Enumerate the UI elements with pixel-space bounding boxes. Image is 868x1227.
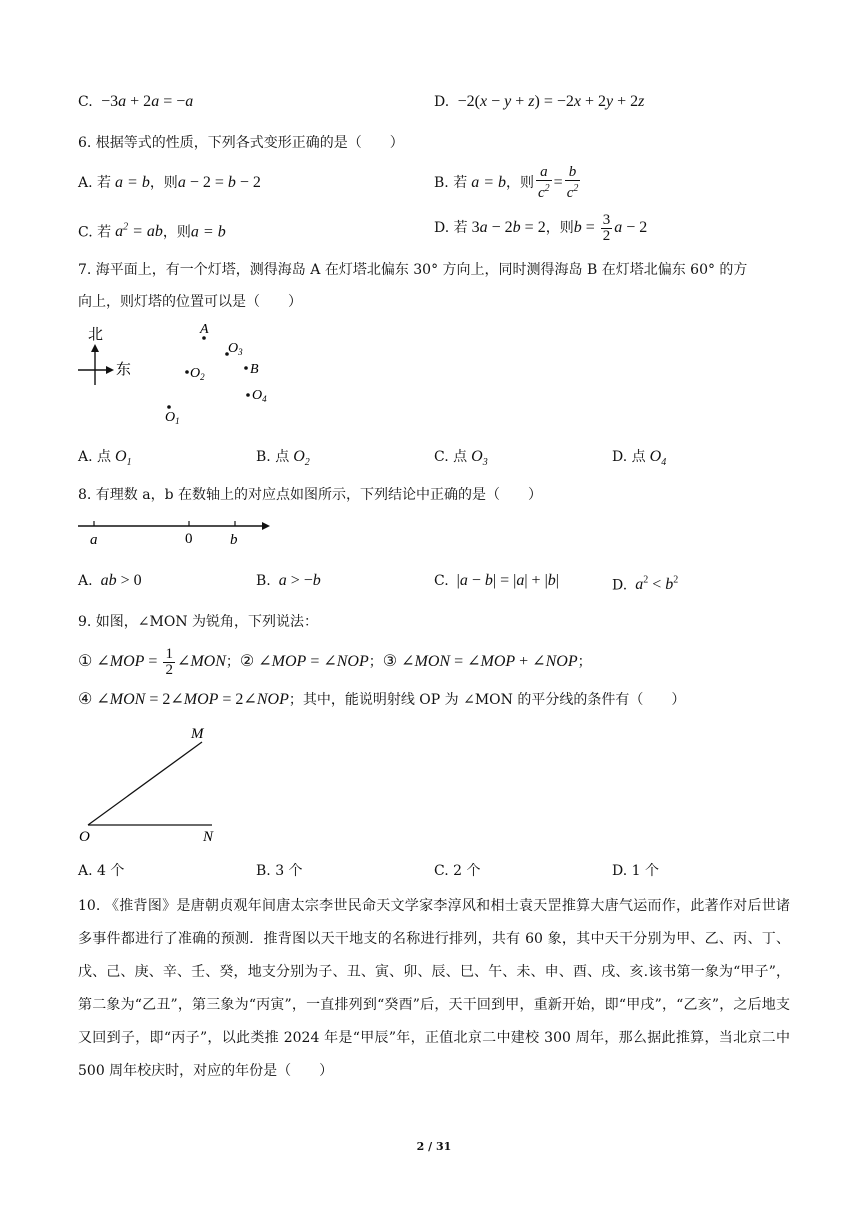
q8-option-c <box>434 571 559 591</box>
q6-b-frac-left: $\frac{a}{c^2}$ <box>538 164 550 201</box>
q8-b-label: B. <box>256 573 271 589</box>
q6-b-then: ，则 <box>506 175 534 191</box>
point-o2-label: $O_2$ <box>190 366 205 382</box>
q7-a-point: $O_1$ <box>111 448 132 469</box>
q9-sep1: ； <box>225 654 240 670</box>
q9-figure <box>72 722 232 846</box>
q5-option-d-label: D. <box>434 94 450 110</box>
point-o4-label: $O_4$ <box>252 388 267 404</box>
q5-option-c-label: C. <box>78 94 93 110</box>
label-n: N <box>203 829 214 845</box>
q6-a-then: ，则 <box>149 175 178 191</box>
q9-stem: 9. 如图，∠MON 为锐角，下列说法： <box>78 614 319 630</box>
q9-cond1-frac: $\frac{1}{2}$ <box>165 645 173 678</box>
label-m: M <box>191 726 204 742</box>
q7-d-point: $O_4$ <box>645 448 667 469</box>
point-o1 <box>167 405 171 409</box>
q7-stem-line2: 向上，则灯塔的位置可以是（ ） <box>78 294 302 310</box>
q6-b-eq: = <box>553 174 563 191</box>
q6-option-b <box>434 163 582 203</box>
q8-option-a <box>78 571 142 591</box>
q6-c-then: ，则 <box>162 224 191 241</box>
point-a-label: A <box>200 322 209 337</box>
q8-stem: 8. 有理数 a，b 在数轴上的对应点如图所示，下列结论中正确的是（ ） <box>78 487 543 503</box>
q6-d-result-rest: a − 2 <box>614 219 648 236</box>
q7-option-c <box>434 447 488 473</box>
q8-c-expr: |a − b| = |a| + |b| <box>448 572 559 589</box>
q9-cond1-rest: ∠MON <box>176 653 226 670</box>
label-zero: 0 <box>185 531 193 547</box>
q9-cond4: ④ ∠MON = 2∠MOP = 2∠NOP <box>78 691 289 708</box>
q6-b-label: B. 若 <box>434 175 468 191</box>
q7-b-point: $O_2$ <box>289 448 310 469</box>
q7-a-label: A. 点 <box>78 449 112 465</box>
q6-d-then: ，则 <box>545 220 574 236</box>
q6-a-result-end: − 2 <box>235 174 261 191</box>
q7-b-label: B. 点 <box>256 449 290 465</box>
compass-north-label: 北 <box>88 327 104 343</box>
q6-c-label: C. 若 <box>78 224 112 241</box>
point-b <box>244 366 248 370</box>
q7-option-d <box>612 447 666 473</box>
q9-sep2: ； <box>368 654 383 670</box>
q9-cond1: ① ∠MOP = <box>78 653 162 670</box>
q7-option-b <box>256 447 310 473</box>
q6-a-result-rest: − 2 = <box>185 174 228 191</box>
q8-c-label: C. <box>434 573 449 589</box>
q6-b-frac-right: $\frac{b}{c^2}$ <box>566 164 579 201</box>
compass-north-arrow <box>91 344 99 352</box>
q9-cond2: ② ∠MOP = ∠NOP <box>239 653 369 670</box>
q8-d-expr: $a^2 < b^2$ <box>635 575 679 594</box>
q6-d-cond: 3a − 2b = 2 <box>467 219 546 236</box>
q10-text: 10. 《推背图》是唐朝贞观年间唐太宗李世民命天文学家李淳风和相士袁天罡推算大唐气运而作，此著作对后世诸多事件都进行了准确的预测．推背图以天干地支的名称进行排列，共有 60 象，其中天干分别为甲、乙、丙、丁、戊、己、庚、辛、壬、癸，地支分别为子、丑、寅、卯、辰、巳、午、未、申、酉、戌、亥.该书第一象为“甲子”，第二象为“乙丑”，第三象为“丙寅”，一直排列到“癸酉”后，天干回到甲，重新开始，即“甲戌”，“乙亥”，之后地支又回到子，即“丙子”，以此类推 2024 年是“甲辰”年，正值北京二中建校 300 周年，那么据此推算，当北京二中 500 周年校庆时，对应的年份是（ ） <box>78 898 790 1079</box>
q6-d-eq: = <box>581 219 599 236</box>
q6-a-result: a <box>177 174 186 191</box>
page-number: 2 / 31 <box>416 1140 452 1153</box>
q9-option-d: D. 1 个 <box>612 863 659 879</box>
q8-option-d <box>612 571 678 595</box>
q8-b-expr: a > −b <box>278 572 321 589</box>
label-b: b <box>230 532 238 547</box>
q8-number-line <box>76 515 276 547</box>
q7-stem-line1: 7. 海平面上，有一个灯塔，测得海岛 A 在灯塔北偏东 30° 方向上，同时测得海岛 B 在灯塔北偏东 60° 的方 <box>78 262 748 278</box>
q5-option-d <box>434 92 644 112</box>
q6-option-a <box>78 173 261 193</box>
q6-option-d <box>434 208 647 248</box>
q7-c-point: $O_3$ <box>467 448 488 469</box>
q8-d-label: D. <box>612 577 628 594</box>
label-o: O <box>79 829 90 845</box>
q7-option-a <box>78 447 132 473</box>
q5-option-c <box>78 92 193 112</box>
q6-d-result-b: b <box>573 219 582 236</box>
q9-option-c: C. 2 个 <box>434 863 481 879</box>
q9-conditions-line2 <box>78 690 685 710</box>
q6-b-cond: a = b <box>467 174 506 191</box>
q6-c-result: a = b <box>190 223 226 241</box>
compass-east-arrow <box>106 366 114 374</box>
q9-conditions-line1 <box>78 642 592 682</box>
point-b-label: B <box>250 362 259 377</box>
q7-d-label: D. 点 <box>612 449 646 465</box>
compass-east-label: 东 <box>116 362 132 378</box>
q6-d-label: D. 若 <box>434 220 468 236</box>
q6-a-result-b: b <box>227 174 236 191</box>
q7-figure <box>70 318 300 433</box>
q7-c-label: C. 点 <box>434 449 468 465</box>
q6-d-frac: $\frac{3}{2}$ <box>602 211 611 244</box>
point-o1-label: $O_1$ <box>165 410 180 426</box>
q9-line3-tail: ；其中，能说明射线 OP 为 ∠MON 的平分线的条件有（ ） <box>288 692 686 708</box>
label-a: a <box>90 532 98 547</box>
q6-a-cond: a = b <box>111 174 150 191</box>
q6-option-c <box>78 218 226 242</box>
q9-option-b: B. 3 个 <box>256 863 303 879</box>
point-o2 <box>185 370 189 374</box>
q9-sep3: ； <box>577 654 592 670</box>
q6-c-cond: $a^2$ = ab <box>111 222 163 241</box>
axis-arrow <box>262 522 270 530</box>
q8-a-label: A. <box>78 573 93 589</box>
point-o4 <box>246 393 250 397</box>
point-o3-label: $O_3$ <box>228 341 243 357</box>
q9-cond3: ③ ∠MON = ∠MOP + ∠NOP <box>382 653 578 670</box>
q5-option-d-expr: −2(x − y + z) = −2x + 2y + 2z <box>453 93 645 110</box>
q6-stem: 6. 根据等式的性质，下列各式变形正确的是（ ） <box>78 135 404 151</box>
q8-option-b <box>256 571 321 591</box>
q5-option-c-expr: −3a + 2a = −a <box>97 93 194 110</box>
q9-option-a: A. 4 个 <box>78 863 125 879</box>
q6-a-label: A. 若 <box>78 175 112 191</box>
ray-om <box>88 742 202 825</box>
q8-a-expr: ab > 0 <box>100 572 142 589</box>
